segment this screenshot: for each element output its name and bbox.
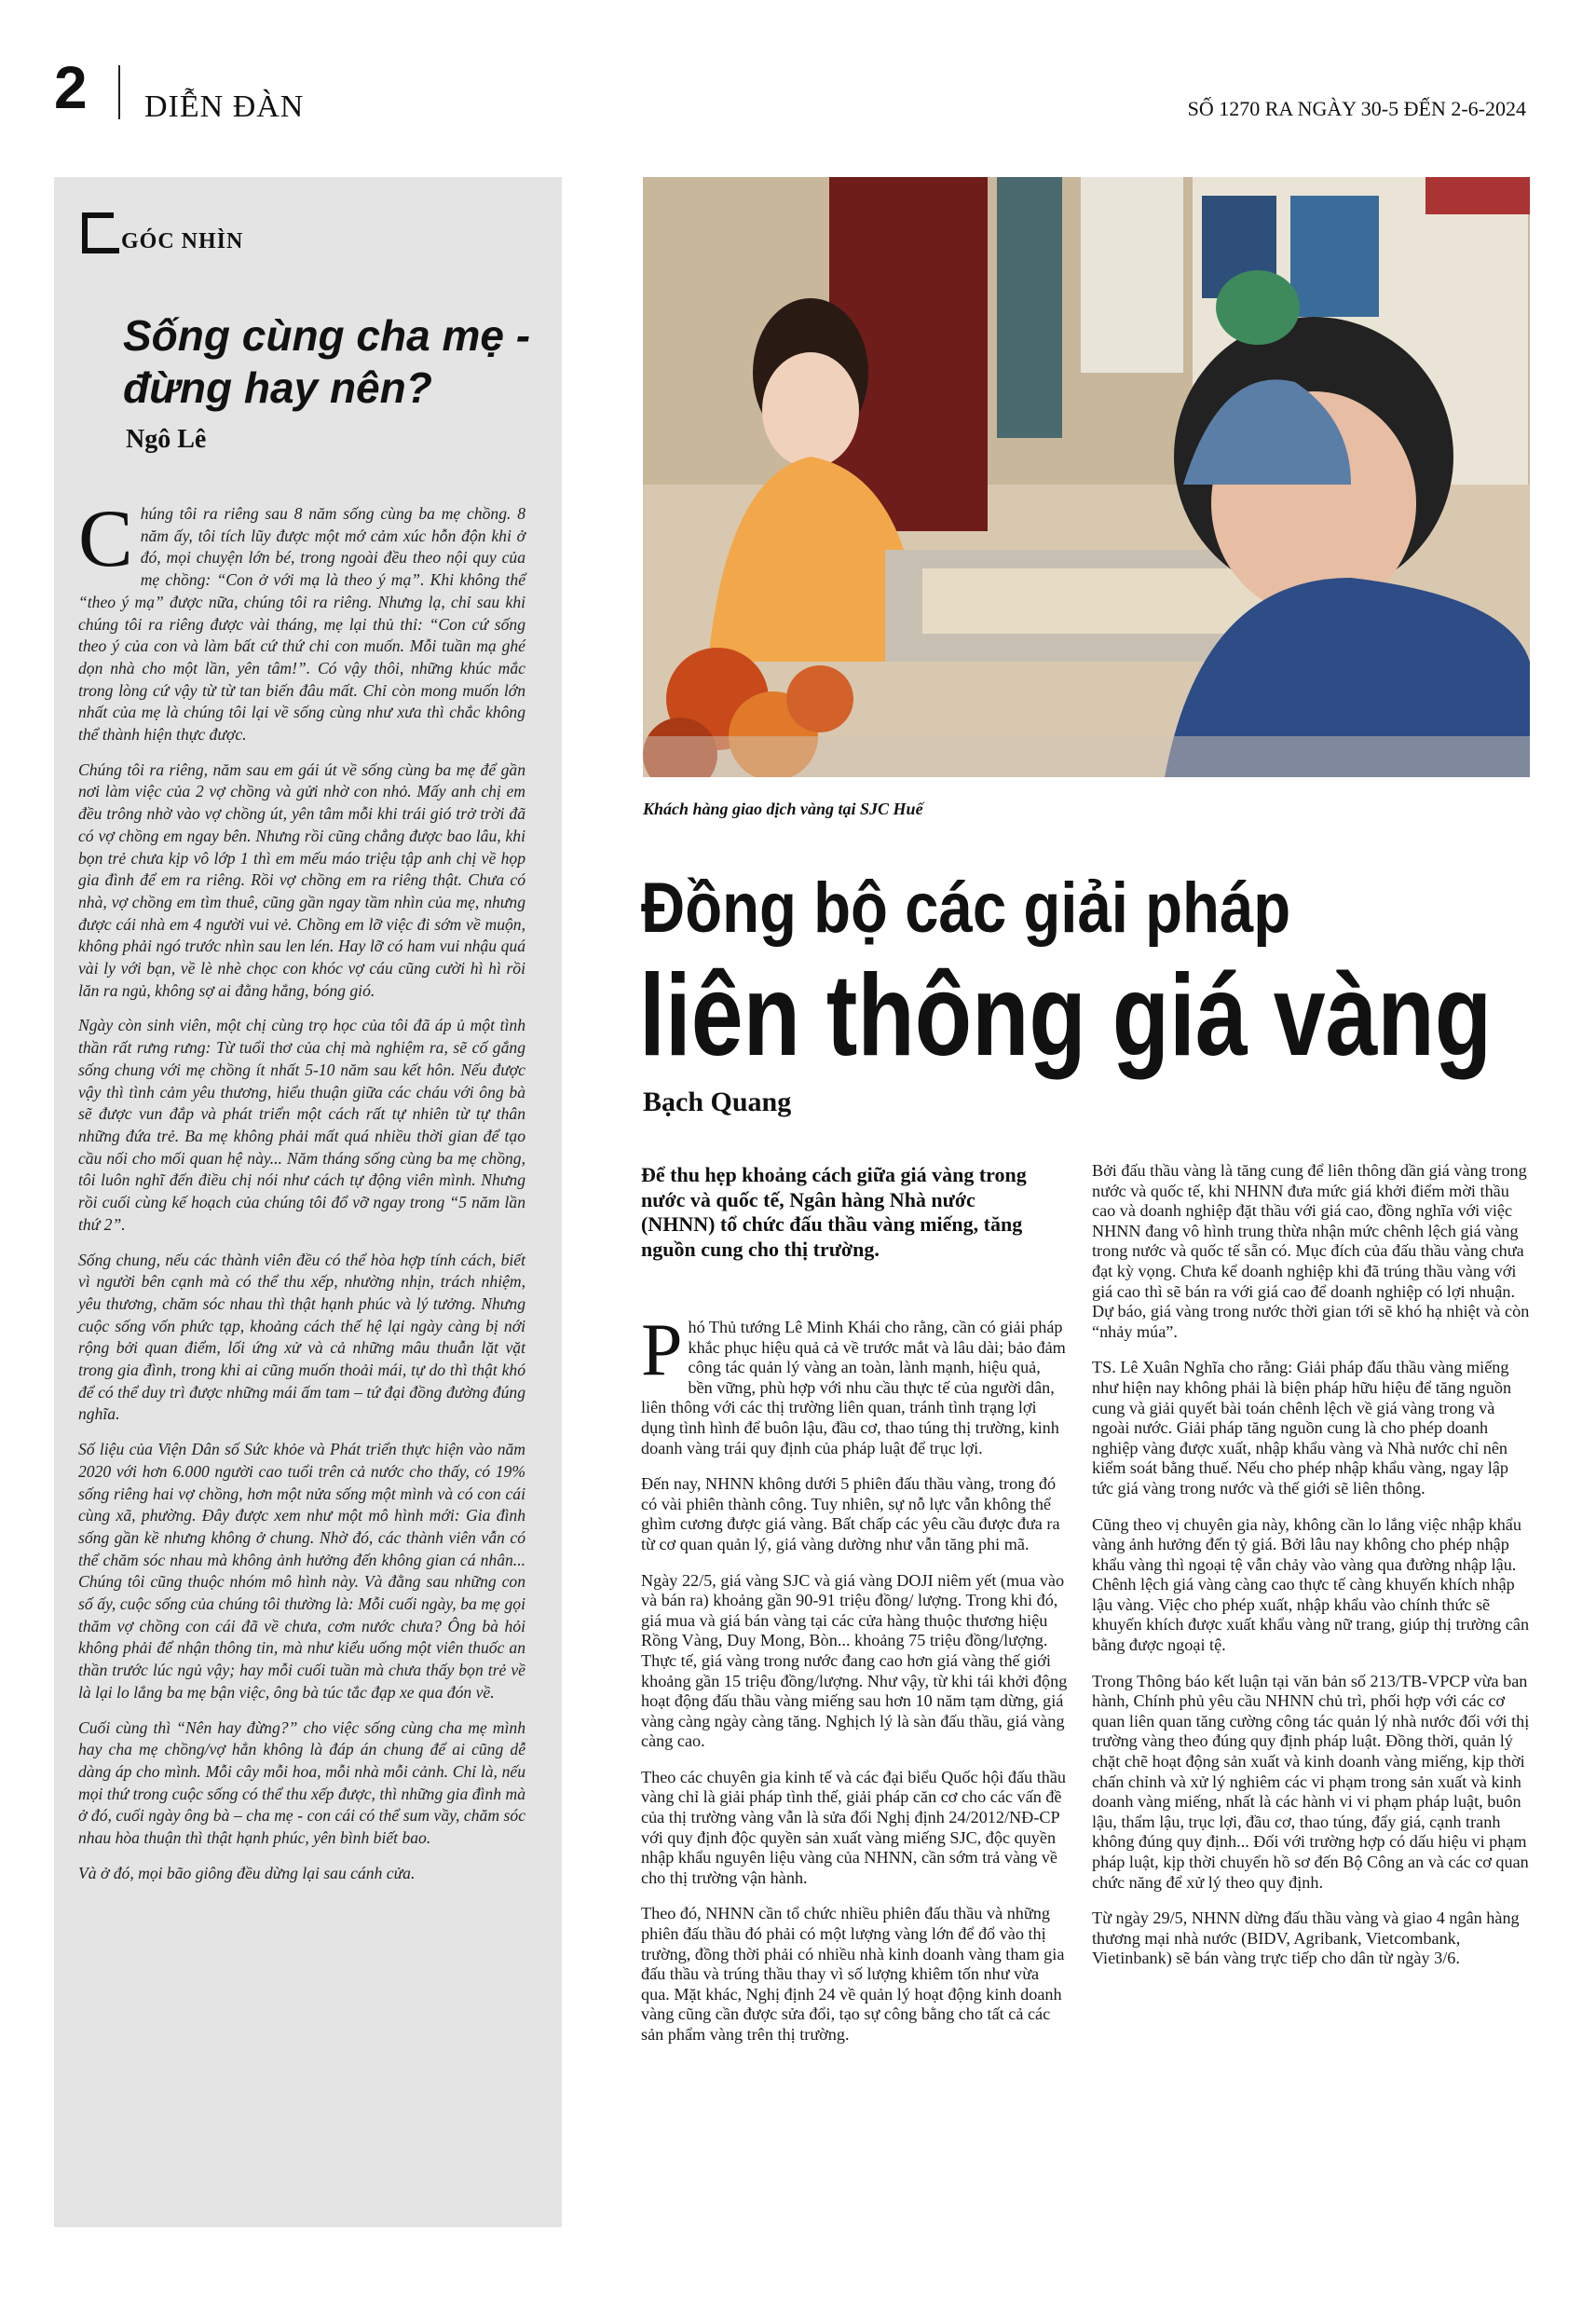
article-paragraph: Phó Thủ tướng Lê Minh Khái cho rằng, cần có giải pháp khắc phục hiệu quả cả về trước mắt và lâu dài; bảo đảm công tác quản lý vàng an toàn, lành mạnh, hiệu quả, bền vững, phù hợp với nhu cầu thực tế của người dân, liên thông với các thị trường liên quan, tránh tình trạng lợi dụng tình hình để buôn lậu, đầu cơ, thao túng thị trường, kinh doanh vàng trái quy định của pháp luật để trục lợi. <box>641 1309 1066 1457</box>
article-paragraph: Cũng theo vị chuyên gia này, không cần lo lắng việc nhập khẩu vàng ảnh hưởng đến tỷ giá. Bởi lâu nay không cho phép nhập khẩu vàng thì ngoại tệ vẫn chảy vào vàng qua đường nhập lậu. Chênh lệch giá vàng càng cao thực tế càng khuyến khích nhập lậu vàng. Việc cho phép xuất, nhập khẩu vào chính thức sẽ khuyến khích được xuất khẩu vàng nữ trang, giúp thị trường cân bằng được ngoại tệ. <box>1092 1514 1530 1655</box>
drop-cap: C <box>78 494 133 584</box>
header-divider <box>118 65 120 119</box>
article-paragraph: Từ ngày 29/5, NHNN dừng đấu thầu vàng và giao 4 ngân hàng thương mại nhà nước (BIDV, Agribank, Vietcombank, Vietinbank) sẽ bán vàng trực tiếp cho dân từ ngày 3/6. <box>1092 1908 1520 1968</box>
drop-cap: P <box>641 1309 683 1391</box>
opinion-paragraph: Và ở đó, mọi bão giông đều dừng lại sau cánh cửa. <box>78 1863 416 1882</box>
opinion-title: Sống cùng cha mẹ - đừng hay nên? <box>123 311 531 412</box>
article-paragraph: Bởi đấu thầu vàng là tăng cung để liên thông dần giá vàng trong nước và quốc tế, khi NHNN đưa mức giá khởi điểm mời thầu cao và doanh nghiệp đặt thầu với giá cao, đồng nghĩa với việc NHNN đang vô hình trung thừa nhận mức chênh lệch giá vàng trong nước và quốc tế sẵn có. Mục đích của đấu thầu vàng chưa đạt kỳ vọng. Chưa kể doanh nghiệp khi đã trúng thầu vàng với giá cao thì sẽ bán ra với giá cao để doanh nghiệp có lợi nhuận. Dự báo, giá vàng trong nước thời gian tới sẽ khó hạ nhiệt và còn “nhảy múa”. <box>1092 1161 1530 1341</box>
article-author: Bạch Quang <box>643 1087 792 1117</box>
section-name: DIỄN ĐÀN <box>144 89 305 124</box>
issue-info: SỐ 1270 RA NGÀY 30-5 ĐẾN 2-6-2024 <box>1187 97 1526 120</box>
opinion-paragraph: Chúng tôi ra riêng, năm sau em gái út về sống cùng ba mẹ để gần nơi làm việc của 2 vợ chồng và gửi nhờ con nhỏ. Mấy anh chị em đều trông nhờ vào vợ chồng út, yên tâm mỗi khi trái gió trở trời đã có vợ chồng em ngay bên. Nhưng rồi cũng chẳng được bao lâu, khi bọn trẻ chưa kịp vô lớp 1 thì em mếu máo triệu tập anh chị về họp gia đình để em ra riêng. Rồi vợ chồng em ra riêng thật. Chưa có nhà, vợ chồng em tìm thuê, cũng gần ngay tầm nhìn của mẹ, nhưng được cái nhà em 4 người vui vẻ. Chồng em lỡ việc đi sớm về muộn, không phải ngó trước nhìn sau len lén. Hay lỡ có ham vui nhậu quá vài ly với bạn, về lè nhè chọc con khóc vợ cáu cũng cười hì hì rồi lăn ra ngủ, không sợ ai đằng hắng, bóng gió. <box>78 759 525 1000</box>
article-column-2 <box>1092 1161 1530 1985</box>
opinion-author: Ngô Lê <box>126 425 207 454</box>
article-photo <box>643 177 1530 777</box>
article-paragraph: Trong Thông báo kết luận tại văn bản số 213/TB-VPCP vừa ban hành, Chính phủ yêu cầu NHNN chủ trì, phối hợp với các cơ quan liên quan tăng cường công tác quản lý nhà nước đối với thị trường vàng theo đúng quy định pháp luật. Đồng thời, quản lý chặt chẽ hoạt động sản xuất và kinh doanh vàng miếng, kịp thời chấn chỉnh và xử lý nghiêm các vi phạm trong sản xuất và kinh doanh vàng miếng, nhất là các hành vi vi phạm pháp luật, buôn lậu, thẩm lậu, trục lợi, đầu cơ, thao túng, đẩy giá, cạnh tranh không đúng quy định... Đối với trường hợp có dấu hiệu vi phạm pháp luật, kịp thời chuyển hồ sơ đến Bộ Công an và các cơ quan chức năng để xử lý theo quy định. <box>1092 1671 1530 1892</box>
article-paragraph: Ngày 22/5, giá vàng SJC và giá vàng DOJI niêm yết (mua vào và bán ra) khoảng gần 90-91 triệu đồng/ lượng. Trong khi đó, giá mua và giá bán vàng tại các cửa hàng thuộc thương hiệu Rồng Vàng, Duy Mong, Bòn... khoảng 75 triệu đồng/lượng. Thực tế, giá vàng trong nước đang cao hơn giá vàng thế giới khoảng gần 15 triệu đồng/lượng. Như vậy, từ khi tái khởi động hoạt động đấu thầu vàng miếng sau hơn 10 năm tạm dừng, giá vàng càng ngày càng tăng. Nghịch lý là sàn đấu thầu, giá vàng càng cao. <box>641 1570 1068 1751</box>
opinion-body <box>78 494 525 1897</box>
opinion-paragraph: Sống chung, nếu các thành viên đều có thể hòa hợp tính cách, biết vì người bên cạnh mà có thể thu xếp, nhường nhịn, trách nhiệm, yêu thương, chăm sóc nhau thì thật hạnh phúc và lý tưởng. Nhưng cuộc sống vốn phức tạp, khoảng cách thế hệ lại ngày càng bị nới rộng bởi quan điểm, lối ứng xử và cả những mâu thuẫn lặt vặt trong gia đình, trong khi ai cũng muốn thoải mái, tự do thì thật khó để có thể duy trì được những mái ấm tam – tứ đại đồng đường đúng nghĩa. <box>78 1250 525 1424</box>
opinion-paragraph: Số liệu của Viện Dân số Sức khỏe và Phát triển thực hiện vào năm 2020 với hơn 6.000 người cao tuổi trên cả nước cho thấy, có 19% sống riêng hai vợ chồng, hơn một nửa sống một mình và có con cái cùng xã, phường. Đây được xem như một mô hình mới: Gia đình sống gần kề nhưng không ở chung. Nhờ đó, các thành viên vẫn có thể chăm sóc nhau mà không ảnh hưởng đến không gian cá nhân... Chúng tôi cũng thuộc nhóm mô hình này. Và đằng sau những con số ấy, cuộc sống của chúng tôi thường là: Mỗi cuối ngày, ba mẹ gọi thăm vợ chồng con cái đã về chưa, cơm nước chưa? Ông bà hỏi không phải để nhận thông tin, mà như kiểu uống một viên thuốc an thần trước lúc ngủ vậy; hay mỗi cuối tuần mà chưa thấy bọn trẻ về là lại lo lắng ba mẹ bận việc, ông bà túc tắc đạp xe qua đón về. <box>78 1440 525 1702</box>
column-label: GÓC NHÌN <box>121 229 244 253</box>
article-paragraph: Đến nay, NHNN không dưới 5 phiên đấu thầu vàng, trong đó có vài phiên thành công. Tuy nhiên, sự nỗ lực vẫn không thể ghìm cương được giá vàng. Bất chấp các yêu cầu được đưa ra từ cơ quan quản lý, giá vàng dường như vẫn tăng phi mã. <box>641 1474 1060 1553</box>
article-paragraph: Theo đó, NHNN cần tổ chức nhiều phiên đấu thầu và những phiên đấu thầu đó phải có một lượng vàng lớn để đổ vào thị trường, đồng thời phải có nhiều nhà kinh doanh vàng tham gia đấu thầu và trúng thầu thay vì số lượng khiêm tốn như vừa qua. Mặt khác, Nghị định 24 về quản lý hoạt động kinh doanh vàng cũng cần được sửa đổi, tạo sự công bằng cho tất cả các sản phẩm vàng trên thị trường. <box>641 1904 1065 2044</box>
page-number: 2 <box>54 54 88 121</box>
gold-shop-photo <box>643 177 1530 777</box>
headline-line-1: Đồng bộ các giải pháp <box>641 869 1291 948</box>
corner-bracket-icon <box>82 212 114 253</box>
opinion-paragraph: Ngày còn sinh viên, một chị cùng trọ học của tôi đã áp ủ một tình thần rất rưng rưng: Từ tuổi thơ của chị mà nghiệm ra, sẽ cố gắng sống chung với mẹ chồng ít nhất 5-10 năm sau kết hôn. Nếu được vậy thì tình cảm yêu thương, hiểu thuận giữa các cháu với ông bà sẽ được vun đắp và phát triển một cách rất tự nhiên từ tự thân những đứa trẻ. Ba mẹ không phải mất quá nhiều thời gian để tạo cầu nối cho mối quan hệ này... Năm tháng sống cùng ba mẹ chồng, tôi luôn nghĩ đến điều chị nói như cách tự động viên mình. Nhưng rồi cuối cùng kế hoạch của chúng tôi đổ vỡ ngay trong “5 năm lần thứ 2”. <box>78 1016 525 1234</box>
article-paragraph: TS. Lê Xuân Nghĩa cho rằng: Giải pháp đấu thầu vàng miếng như hiện nay không phải là biện pháp hữu hiệu để tăng nguồn cung và giải quyết bài toán chênh lệch về giá vàng trong và ngoài nước. Giải pháp tăng nguồn cung là cho phép doanh nghiệp vàng được xuất, nhập khẩu vàng và Nhà nước chỉ nên kiểm soát bằng thuế. Nếu cho phép nhập khẩu vàng, ngay lập tức giá vàng trong nước và thế giới sẽ liên thông. <box>1092 1358 1512 1498</box>
article-column-1 <box>641 1309 1068 2061</box>
article-lead: Để thu hẹp khoảng cách giữa giá vàng trong nước và quốc tế, Ngân hàng Nhà nước (NHNN) tổ chức đấu thầu vàng miếng, tăng nguồn cung cho thị trường. <box>641 1163 1027 1261</box>
opinion-paragraph: Chúng tôi ra riêng sau 8 năm sống cùng ba mẹ chồng. 8 năm ấy, tôi tích lũy được một mớ cảm xúc hỗn độn khi ở đó, mọi chuyện lớn bé, trong ngoài đều theo nội quy của mẹ chồng: “Con ở với mạ là theo ý mạ”. Khi không thể “theo ý mạ” được nữa, chúng tôi ra riêng. Nhưng lạ, chỉ sau khi chúng tôi ra riêng được vài tháng, mẹ lại thủ thỉ: “Con cứ sống theo ý của con và làm bất cứ thứ chi con muốn. Mỗi tuần mạ ghé dọn nhà cho một lần, yên tâm!”. Có vậy thôi, những khúc mắc trong lòng cứ vậy từ từ tan biến đâu mất. Chỉ còn mong muốn lớn nhất của mẹ là chúng tôi lại về sống cùng như xưa thì chắc không thể thành hiện thực được. <box>78 494 525 745</box>
opinion-paragraph: Cuối cùng thì “Nên hay đừng?” cho việc sống cùng cha mẹ mình hay cha mẹ chồng/vợ hẳn không là đáp án chung để ai cũng dễ dàng áp cho mình. Mỗi cây mỗi hoa, mỗi nhà mỗi cảnh. Chỉ là, nếu mọi thứ trong cuộc sống có thể thu xếp được, thì những gia đình mà ở đó, cuối ngày ông bà – cha mẹ - con cái có thể sum vầy, chăm sóc nhau hòa thuận thì thật hạnh phúc, yên bình biết bao. <box>78 1717 525 1848</box>
photo-caption: Khách hàng giao dịch vàng tại SJC Huế <box>643 800 923 818</box>
headline-line-2: liên thông giá vàng <box>639 951 1493 1080</box>
article-paragraph: Theo các chuyên gia kinh tế và các đại biểu Quốc hội đấu thầu vàng chỉ là giải pháp tình thế, giải pháp căn cơ cho các vấn đề của thị trường vàng vẫn là sửa đổi Nghị định 24/2012/NĐ-CP với quy định độc quyền sản xuất vàng miếng SJC, độc quyền nhập khẩu nguyên liệu vàng của NHNN, cần sớm trả vàng về cho thị trường vận hành. <box>641 1767 1067 1887</box>
